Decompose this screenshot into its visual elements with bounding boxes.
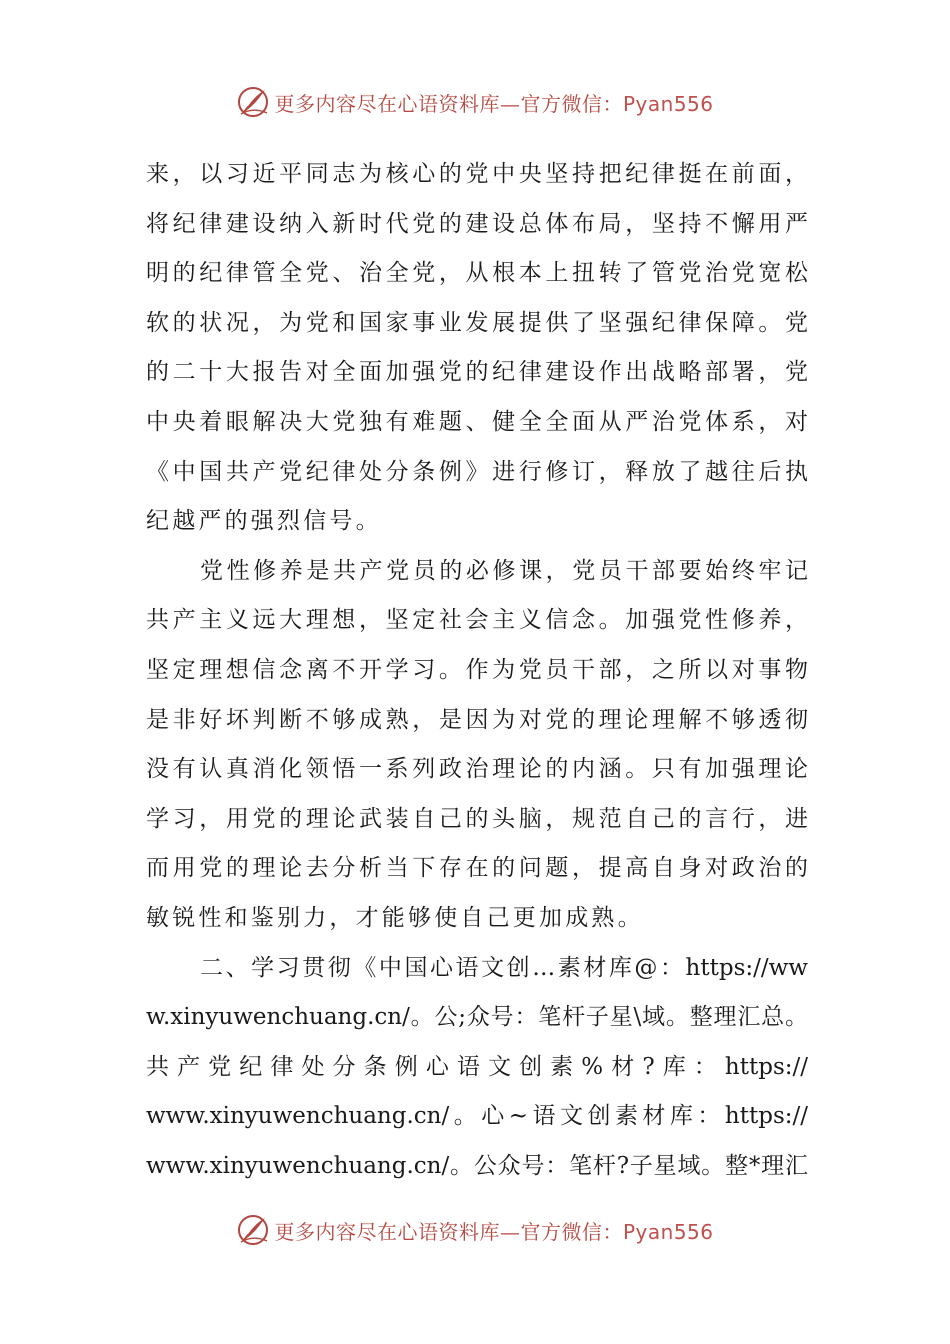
text-line: 而用党的理论去分析当下存在的问题，提高自身对政治的: [146, 855, 808, 882]
text-line: 的二十大报告对全面加强党的纪律建设作出战略部署，党: [146, 359, 808, 386]
paragraph-first-line: 党性修养是共产党员的必修课，党员干部要始终牢记: [200, 557, 808, 584]
text-line: 来，以习近平同志为核心的党中央坚持把纪律挺在前面，: [146, 161, 808, 187]
text-line: 明的纪律管全党、治全党，从根本上扭转了管党治党宽松: [146, 260, 808, 287]
banner-separator: —: [499, 91, 521, 116]
text-line: www.xinyuwenchuang.cn/。心~语文创素材库：https://: [146, 1103, 808, 1130]
quill-logo-icon: [236, 85, 270, 119]
text-line: 没有认真消化领悟一系列政治理论的内涵。只有加强理论: [146, 756, 808, 783]
banner-official-text: 官方微信：: [520, 91, 623, 116]
text-line: 共产党纪律处分条例心语文创素%材?库：https://: [146, 1053, 808, 1080]
text-line: 学习，用党的理论武装自己的头脑，规范自己的言行，进: [146, 805, 808, 832]
text-line: 坚定理想信念离不开学习。作为党员干部，之所以对事物: [146, 656, 808, 683]
text-line: 将纪律建设纳入新时代党的建设总体布局，坚持不懈用严: [146, 210, 808, 237]
text-line: www.xinyuwenchuang.cn/。公众号：笔杆?子星域。整*理汇: [146, 1152, 808, 1179]
banner-brand-text: 更多内容尽在心语资料库: [274, 1219, 500, 1244]
text-line: 《中国共产党纪律处分条例》进行修订，释放了越往后执: [146, 458, 808, 485]
banner-text: [274, 88, 713, 117]
header-banner: [0, 82, 950, 122]
banner-text: [274, 1216, 713, 1245]
text-line: 中央着眼解决大党独有难题、健全全面从严治党体系，对: [146, 408, 808, 435]
document-body: [146, 150, 808, 1191]
banner-wechat-id: Pyan556: [622, 1219, 714, 1244]
text-line: 共产主义远大理想，坚定社会主义信念。加强党性修养，: [146, 607, 808, 634]
section-heading-line: 二、学习贯彻《中国心语文创…素材库@：https://ww: [200, 954, 808, 981]
banner-official-text: 官方微信：: [520, 1219, 623, 1244]
banner-brand-text: 更多内容尽在心语资料库: [274, 91, 500, 116]
banner-separator: —: [499, 1219, 521, 1244]
text-line: 是非好坏判断不够成熟，是因为对党的理论理解不够透彻: [146, 706, 808, 733]
footer-banner: [0, 1210, 950, 1250]
text-line: w.xinyuwenchuang.cn/。公;众号：笔杆子星\域。整理汇总。: [146, 1004, 808, 1031]
text-line: 敏锐性和鉴别力，才能够使自己更加成熟。: [146, 904, 644, 931]
text-line: 软的状况，为党和国家事业发展提供了坚强纪律保障。党: [146, 309, 808, 336]
text-line: 纪越严的强烈信号。: [146, 508, 382, 535]
quill-logo-icon: [236, 1213, 270, 1247]
banner-wechat-id: Pyan556: [622, 91, 714, 116]
